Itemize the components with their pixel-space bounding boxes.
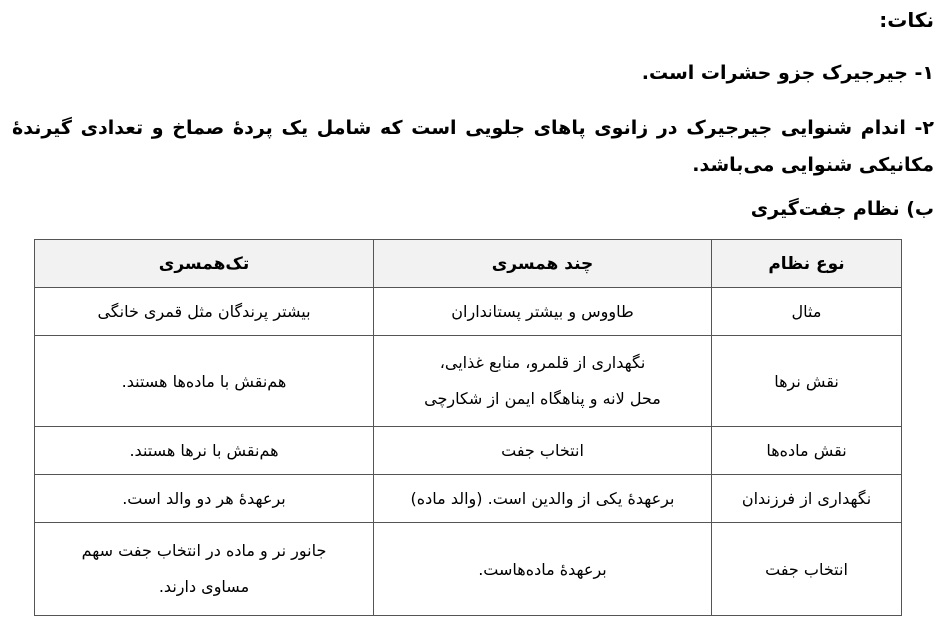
table-row bbox=[35, 336, 902, 427]
polygamy-cell: برعهدهٔ یکی از والدین است. (والد ماده) bbox=[374, 475, 712, 523]
polygamy-cell: انتخاب جفت bbox=[374, 427, 712, 475]
monogamy-cell-line: مساوی دارند. bbox=[158, 577, 250, 596]
header-system-type: نوع نظام bbox=[712, 240, 902, 288]
header-polygamy: چند همسری bbox=[374, 240, 712, 288]
row-label: انتخاب جفت bbox=[712, 523, 902, 616]
monogamy-cell: برعهدهٔ هر دو والد است. bbox=[35, 475, 374, 523]
monogamy-cell: هم‌نقش با ماده‌ها هستند. bbox=[35, 336, 374, 427]
row-label: نگهداری از فرزندان bbox=[712, 475, 902, 523]
header-monogamy: تک‌همسری bbox=[35, 240, 374, 288]
note-1: ۱- جیرجیرک جزو حشرات است. bbox=[641, 62, 934, 84]
row-label: مثال bbox=[712, 288, 902, 336]
mating-system-table bbox=[34, 239, 902, 616]
monogamy-cell: بیشتر پرندگان مثل قمری خانگی bbox=[35, 288, 374, 336]
polygamy-cell: برعهدهٔ ماده‌هاست. bbox=[374, 523, 712, 616]
table-row bbox=[35, 427, 902, 475]
table-row bbox=[35, 288, 902, 336]
polygamy-cell-line: نگهداری از قلمرو، منابع غذایی، bbox=[439, 353, 646, 372]
note-2: ۲- اندام شنوایی جیرجیرک در زانوی پاهای جلویی است که شامل یک پردهٔ صماخ و تعدادی گیرندهٔ مکانیکی شنوایی می‌باشد. bbox=[12, 117, 934, 176]
monogamy-cell-line: جانور نر و ماده در انتخاب جفت سهم bbox=[81, 541, 327, 560]
monogamy-cell: هم‌نقش با نرها هستند. bbox=[35, 427, 374, 475]
row-label: نقش ماده‌ها bbox=[712, 427, 902, 475]
table-row bbox=[35, 523, 902, 616]
monogamy-cell bbox=[35, 523, 374, 616]
notes-heading: نکات: bbox=[879, 8, 934, 32]
section-title-mating-system: ب) نظام جفت‌گیری bbox=[750, 198, 934, 220]
polygamy-cell-line: محل لانه و پناهگاه ایمن از شکارچی bbox=[424, 389, 661, 408]
row-label: نقش نرها bbox=[712, 336, 902, 427]
polygamy-cell: طاووس و بیشتر پستانداران bbox=[374, 288, 712, 336]
table-row bbox=[35, 475, 902, 523]
polygamy-cell bbox=[374, 336, 712, 427]
table-header-row bbox=[35, 240, 902, 288]
